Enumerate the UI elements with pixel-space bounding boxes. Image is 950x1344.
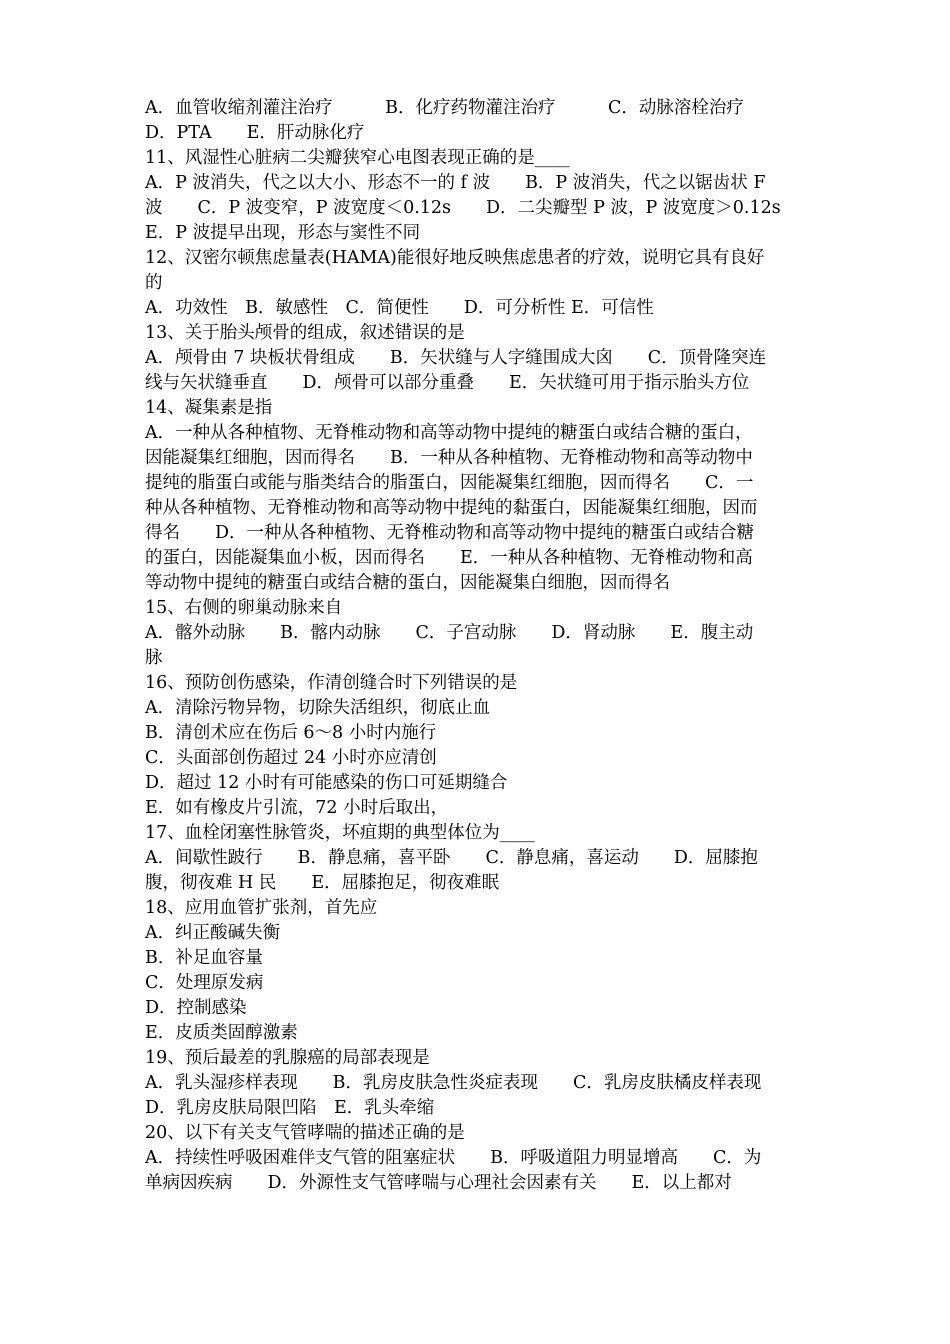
question-18-stem: 18、应用血管扩张剂，首先应 — [145, 898, 378, 918]
text-line: A．乳头湿疹样表现 B．乳房皮肤急性炎症表现 C．乳房皮肤橘皮样表现 — [145, 1073, 762, 1093]
text-line: B．清创术应在伤后 6～8 小时内施行 — [145, 723, 437, 743]
text-line: 腹，彻夜难 H 民 E．屈膝抱足，彻夜难眠 — [145, 873, 500, 893]
text-line: 脉 — [145, 648, 163, 668]
question-text-block — [145, 96, 808, 1196]
text-line: A．一种从各种植物、无脊椎动物和高等动物中提纯的糖蛋白或结合糖的蛋白， — [145, 423, 753, 443]
text-line: 线与矢状缝垂直 D．颅骨可以部分重叠 E．矢状缝可用于指示胎头方位 — [145, 373, 750, 393]
text-line: 的 — [145, 273, 163, 293]
question-11-stem: 11、风湿性心脏病二尖瓣狭窄心电图表现正确的是____ — [145, 148, 570, 168]
text-line: B．补足血容量 — [145, 948, 263, 968]
text-line: 等动物中提纯的糖蛋白或结合糖的蛋白，因能凝集白细胞，因而得名 — [145, 573, 670, 593]
text-line: A．持续性呼吸困难伴支气管的阻塞症状 B．呼吸道阻力明显增高 C．为 — [145, 1148, 762, 1168]
text-line: D．PTA E．肝动脉化疗 — [145, 123, 365, 143]
question-20-stem: 20、以下有关支气管哮喘的描述正确的是 — [145, 1123, 465, 1143]
question-17-stem: 17、血栓闭塞性脉管炎，坏疽期的典型体位为____ — [145, 823, 535, 843]
text-line: D．乳房皮肤局限凹陷 E．乳头牵缩 — [145, 1098, 435, 1118]
text-line: C．处理原发病 — [145, 973, 264, 993]
text-line: A．颅骨由 7 块板状骨组成 B．矢状缝与人字缝围成大囟 C．顶骨隆突连 — [145, 348, 767, 368]
question-16-stem: 16、预防创伤感染，作清创缝合时下列错误的是 — [145, 673, 518, 693]
text-line: 波 C．P 波变窄，P 波宽度＜0.12s D．二尖瓣型 P 波，P 波宽度＞0.12s — [145, 198, 781, 218]
question-19-stem: 19、预后最差的乳腺癌的局部表现是 — [145, 1048, 430, 1068]
text-line: D．控制感染 — [145, 998, 247, 1018]
text-line: E．如有橡皮片引流，72 小时后取出， — [145, 798, 449, 818]
text-line: 种从各种植物、无脊椎动物和高等动物中提纯的黏蛋白，因能凝集红细胞，因而 — [145, 498, 758, 518]
text-line: A．间歇性跛行 B．静息痛，喜平卧 C．静息痛，喜运动 D．屈膝抱 — [145, 848, 758, 868]
text-line: 单病因疾病 D．外源性支气管哮喘与心理社会因素有关 E．以上都对 — [145, 1173, 732, 1193]
text-line: 的蛋白，因能凝集血小板，因而得名 E．一种从各种植物、无脊椎动物和高 — [145, 548, 753, 568]
text-line: A．髂外动脉 B．髂内动脉 C．子宫动脉 D．肾动脉 E．腹主动 — [145, 623, 754, 643]
question-15-stem: 15、右侧的卵巢动脉来自 — [145, 598, 343, 618]
text-line: 得名 D．一种从各种植物、无脊椎动物和高等动物中提纯的糖蛋白或结合糖 — [145, 523, 755, 543]
text-line: A．P 波消失，代之以大小、形态不一的 f 波 B．P 波消失，代之以锯齿状 F — [145, 173, 766, 193]
text-line: A．血管收缩剂灌注治疗 B．化疗药物灌注治疗 C．动脉溶栓治疗 — [145, 98, 744, 118]
text-line: C．头面部创伤超过 24 小时亦应清创 — [145, 748, 437, 768]
text-line: E．P 波提早出现，形态与窦性不同 — [145, 223, 421, 243]
text-line: 因能凝集红细胞，因而得名 B．一种从各种植物、无脊椎动物和高等动物中 — [145, 448, 753, 468]
text-line: A．功效性 B．敏感性 C．简便性 D．可分析性 E．可信性 — [145, 298, 654, 318]
text-line: E．皮质类固醇激素 — [145, 1023, 298, 1043]
text-line: A．清除污物异物，切除失活组织，彻底止血 — [145, 698, 491, 718]
question-13-stem: 13、关于胎头颅骨的组成，叙述错误的是 — [145, 323, 465, 343]
text-line: D．超过 12 小时有可能感染的伤口可延期缝合 — [145, 773, 508, 793]
question-14-stem: 14、凝集素是指 — [145, 398, 273, 418]
question-12-stem: 12、汉密尔顿焦虑量表(HAMA)能很好地反映焦虑患者的疗效，说明它具有良好 — [145, 248, 765, 268]
text-line: 提纯的脂蛋白或能与脂类结合的脂蛋白，因能凝集红细胞，因而得名 C．一 — [145, 473, 754, 493]
text-line: A．纠正酸碱失衡 — [145, 923, 281, 943]
